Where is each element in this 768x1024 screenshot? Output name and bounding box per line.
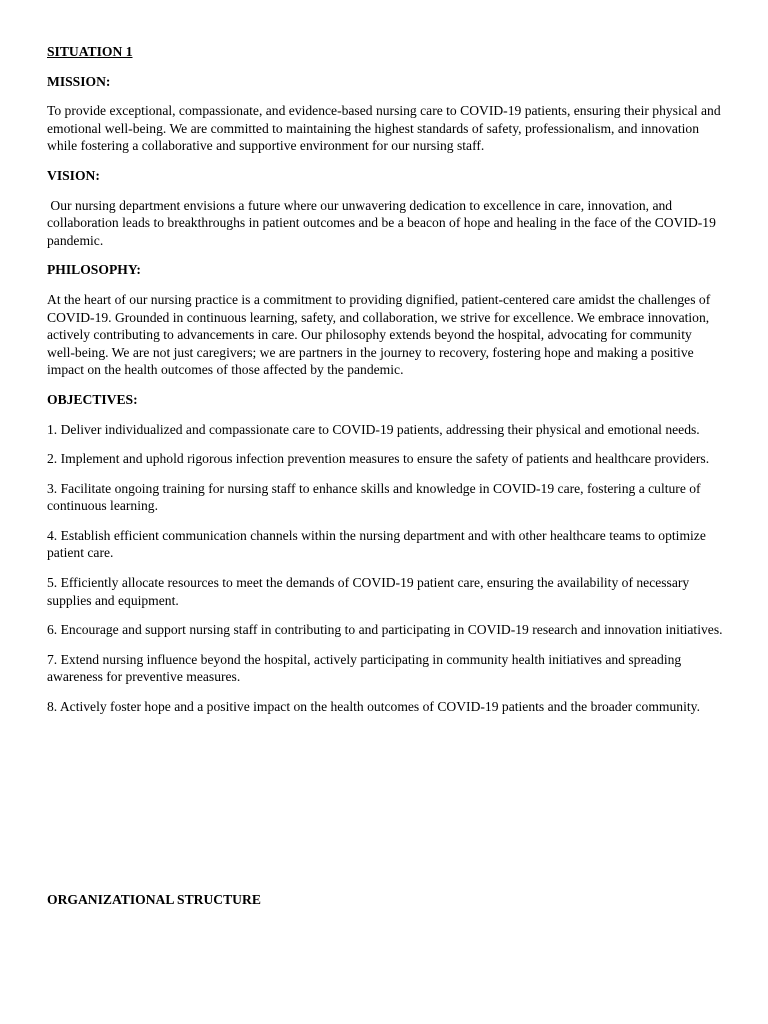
objective-item: 8. Actively foster hope and a positive impact on the health outcomes of COVID-19 patients and the broader community. xyxy=(47,699,700,715)
objectives-list xyxy=(47,421,723,716)
philosophy-heading: PHILOSOPHY: xyxy=(47,262,141,278)
mission-heading: MISSION: xyxy=(47,73,111,89)
objective-item: 5. Efficiently allocate resources to meet the demands of COVID-19 patient care, ensuring the availability of necessary supplies and equipment. xyxy=(47,575,690,608)
objective-item: 7. Extend nursing influence beyond the hospital, actively participating in community health initiatives and spreading awareness for preventive measures. xyxy=(47,651,682,685)
objectives-heading: OBJECTIVES: xyxy=(47,391,138,407)
objective-item: 6. Encourage and support nursing staff in contributing to and participating in COVID-19 research and innovation initiatives. xyxy=(47,622,723,638)
situation-title: SITUATION 1 xyxy=(47,44,133,59)
organizational-structure-heading: ORGANIZATIONAL STRUCTURE xyxy=(47,892,261,907)
document-page xyxy=(47,43,723,716)
vision-heading: VISION: xyxy=(47,167,100,183)
objective-item: 4. Establish efficient communication channels within the nursing department and with other healthcare teams to optimize patient care. xyxy=(47,527,706,561)
objective-item: 2. Implement and uphold rigorous infection prevention measures to ensure the safety of patients and healthcare providers. xyxy=(47,451,710,467)
objective-item: 3. Facilitate ongoing training for nursing staff to enhance skills and knowledge in COVID-19 care, fostering a culture of continuous learning. xyxy=(47,480,701,514)
philosophy-text: At the heart of our nursing practice is a commitment to providing dignified, patient-centered care amidst the challenges of COVID-19. Grounded in continuous learning, safety, and collaboration, we strive for excellence. We embrace innovation, actively contributing to advancements in care. Our philosophy extends beyond the hospital, advocating for community well-being. We are not just caregivers; we are partners in the journey to recovery, fostering hope and making a positive impact on the health outcomes of those affected by the pandemic. xyxy=(47,291,711,378)
vision-text: Our nursing department envisions a future where our unwavering dedication to excellence in care, innovation, and collaboration leads to breakthroughs in patient outcomes and be a beacon of hope and healing in the face of the COVID-19 pandemic. xyxy=(47,197,716,248)
objective-item: 1. Deliver individualized and compassionate care to COVID-19 patients, addressing their physical and emotional needs. xyxy=(47,421,700,437)
mission-text: To provide exceptional, compassionate, and evidence-based nursing care to COVID-19 patients, ensuring their physical and emotional well-being. We are committed to maintaining the highest standards of safety, professionalism, and innovation while fostering a collaborative and supportive environment for our nursing staff. xyxy=(47,103,721,154)
